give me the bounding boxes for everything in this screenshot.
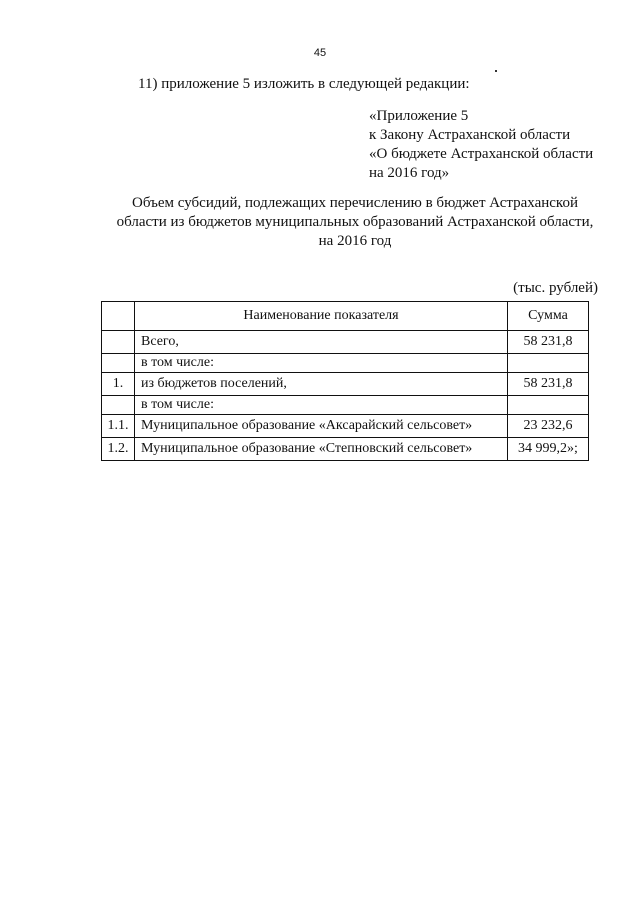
- header-sum: Сумма: [508, 302, 589, 331]
- appendix-ref-line: «Приложение 5: [369, 108, 469, 124]
- subsidy-table: [101, 301, 589, 461]
- header-name: Наименование показателя: [135, 302, 508, 331]
- row-num: 1.: [102, 373, 135, 396]
- document-title: [60, 194, 640, 251]
- row-num: [102, 396, 135, 415]
- appendix-ref-line: «О бюджете Астраханской области: [369, 146, 594, 162]
- row-num: [102, 354, 135, 373]
- row-name: Всего,: [135, 331, 508, 354]
- document-title-line: области из бюджетов муниципальных образований Астраханской области,: [116, 214, 594, 230]
- table-row: [102, 354, 589, 373]
- row-sum: 23 232,6: [508, 415, 589, 438]
- row-name: Муниципальное образование «Степновский сельсовет»: [135, 438, 508, 461]
- row-sum: [508, 396, 589, 415]
- header-num: [102, 302, 135, 331]
- instruction-text: 11) приложение 5 изложить в следующей редакции:: [138, 76, 470, 92]
- row-sum: 58 231,8: [508, 373, 589, 396]
- appendix-ref-line: к Закону Астраханской области: [369, 127, 571, 143]
- appendix-ref-line: на 2016 год»: [369, 165, 450, 181]
- row-num: [102, 331, 135, 354]
- stray-mark: [495, 70, 497, 72]
- row-name: из бюджетов поселений,: [135, 373, 508, 396]
- table-row: [102, 373, 589, 396]
- page-number: 45: [313, 47, 327, 59]
- table-row: [102, 331, 589, 354]
- row-name: в том числе:: [135, 396, 508, 415]
- table-row: [102, 438, 589, 461]
- row-sum: [508, 354, 589, 373]
- table-row: [102, 415, 589, 438]
- table-row: [102, 396, 589, 415]
- row-name: в том числе:: [135, 354, 508, 373]
- row-num: 1.2.: [102, 438, 135, 461]
- units-label: (тыс. рублей): [513, 280, 598, 296]
- appendix-reference: [369, 107, 593, 183]
- document-title-line: Объем субсидий, подлежащих перечислению в бюджет Астраханской: [132, 195, 578, 211]
- row-num: 1.1.: [102, 415, 135, 438]
- row-sum: 58 231,8: [508, 331, 589, 354]
- document-title-line: на 2016 год: [318, 233, 392, 249]
- row-sum: 34 999,2»;: [508, 438, 589, 461]
- row-name: Муниципальное образование «Аксарайский сельсовет»: [135, 415, 508, 438]
- table-header-row: [102, 302, 589, 331]
